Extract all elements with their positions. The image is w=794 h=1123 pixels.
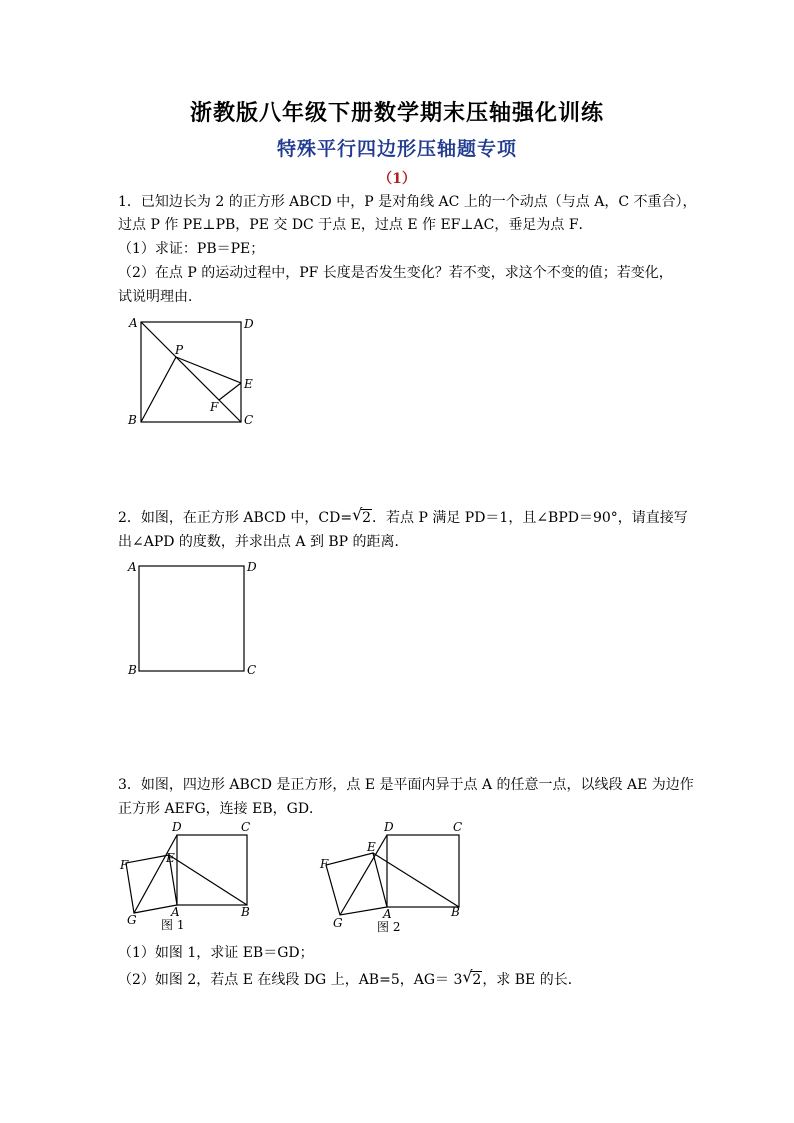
q3-figure-1 — [115, 815, 265, 935]
segment-pe — [176, 357, 241, 383]
label-e: E — [166, 851, 175, 865]
q3-line1: 3．如图，四边形 ABCD 是正方形，点 E 是平面内异于点 A 的任意一点，以线段 AE 为边作 — [118, 777, 694, 793]
label-d: D — [384, 820, 394, 834]
q2-line1-post: ．若点 P 满足 PD＝1，且∠BPD＝90°，请直接写 — [372, 510, 688, 526]
part-number: （1） — [378, 171, 416, 187]
q3-part2-post: ，求 BE 的长． — [482, 972, 582, 988]
segment-gd — [340, 835, 387, 915]
q1-figure — [120, 310, 270, 435]
label-b: B — [128, 663, 137, 677]
label-a: A — [128, 560, 137, 574]
sqrt-symbol: √ 2 — [352, 505, 371, 526]
label-b: B — [241, 905, 250, 919]
q3-part2-pre: （2）如图 2，若点 E 在线段 DG 上，AB=5，AG＝ 3 — [118, 972, 463, 988]
label-e: E — [244, 377, 253, 391]
q1-line2: 过点 P 作 PE⊥PB，PE 交 DC 于点 E，过点 E 作 EF⊥AC，垂足为点 F． — [118, 217, 593, 233]
q3-figure-2 — [315, 815, 475, 935]
label-d: D — [172, 820, 182, 834]
q1-line1: 1．已知边长为 2 的正方形 ABCD 中，P 是对角线 AC 上的一个动点（与点 A，C 不重合）， — [118, 194, 697, 210]
square-abcd — [177, 835, 247, 905]
label-a: A — [383, 907, 392, 921]
label-b: B — [128, 413, 137, 427]
q3-sqrt-value: 2 — [472, 972, 482, 988]
label-c: C — [244, 413, 254, 427]
label-c: C — [241, 820, 251, 834]
label-p: P — [175, 343, 184, 357]
label-f: F — [120, 858, 129, 872]
square-abcd — [387, 835, 459, 907]
q2-figure — [120, 556, 270, 681]
label-c: C — [247, 663, 257, 677]
segment-bp — [141, 357, 176, 422]
segment-ef — [219, 383, 241, 400]
label-b: B — [451, 905, 460, 919]
label-g: G — [127, 913, 137, 927]
sqrt-symbol: √ 2 — [462, 967, 482, 988]
label-d: D — [247, 560, 257, 574]
label-a: A — [171, 905, 180, 919]
label-a: A — [129, 316, 138, 330]
page-title: 浙教版八年级下册数学期末压轴强化训练 — [189, 100, 604, 126]
q3-part1: （1）如图 1，求证 EB＝GD； — [118, 945, 314, 961]
q3-line2: 正方形 AEFG，连接 EB，GD． — [118, 801, 324, 817]
q1-part1: （1）求证：PB＝PE； — [118, 241, 265, 257]
q3-part2 — [118, 968, 582, 992]
figure-2-caption: 图 2 — [377, 920, 401, 934]
label-d: D — [244, 317, 254, 331]
label-c: C — [453, 820, 463, 834]
label-e: E — [367, 840, 376, 854]
q2-sqrt-value: 2 — [362, 510, 371, 526]
q1-part2: （2）在点 P 的运动过程中，PF 长度是否发生变化？若不变，求这个不变的值；若变化， — [118, 265, 673, 281]
square-aefg — [326, 853, 387, 915]
q2-line1-pre: 2．如图，在正方形 ABCD 中，CD= — [118, 510, 353, 526]
label-f: F — [320, 857, 329, 871]
label-f: F — [210, 400, 219, 414]
diagonal-ac — [141, 322, 241, 422]
q2-line2: 出∠APD 的度数，并求出点 A 到 BP 的距离． — [118, 534, 409, 550]
q2-line1 — [118, 506, 688, 530]
segment-eb — [373, 853, 459, 907]
figure-1-caption: 图 1 — [161, 918, 185, 932]
segment-eb — [169, 855, 247, 905]
square-abcd — [139, 566, 244, 671]
q1-part2-cont: 试说明理由． — [118, 289, 202, 305]
label-g: G — [333, 916, 343, 930]
segment-gd — [134, 835, 177, 913]
page-subtitle: 特殊平行四边形压轴题专项 — [276, 138, 517, 160]
